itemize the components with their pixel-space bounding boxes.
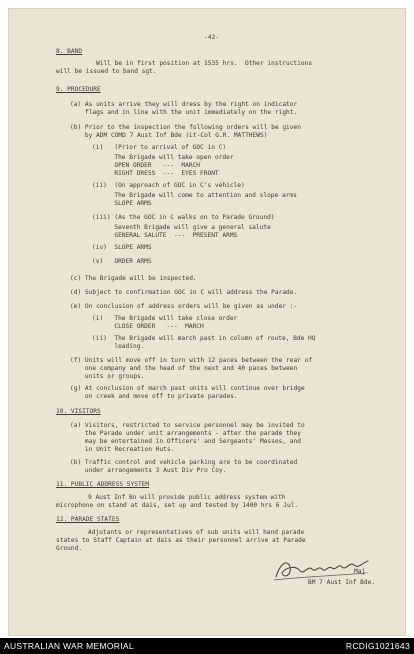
section-9-heading: 9. PROCEDURE — [56, 86, 101, 93]
s9-b-ii-line: SLOPE ARMS — [92, 200, 152, 207]
s9-b-i-line: (i) (Prior to arrival of GOC in C) — [92, 144, 227, 151]
s11-line: 9 Aust Inf Bn will provide public address system with — [88, 494, 286, 501]
s9-e-ii-line: (ii) The Brigade will march past in column of route, Bde HQ — [92, 335, 316, 342]
footer-record-id: RCDIG1021643 — [345, 641, 410, 651]
s9-e-line: (e) On conclusion of address orders will be given as under :- — [70, 303, 298, 310]
s9-f-line: units or groups. — [70, 373, 145, 380]
s10-a-line: (a) Visitors, restricted to service personnel may be invited to — [70, 422, 305, 429]
s9-g-line: (g) At conclusion of march past units will continue over bridge — [70, 385, 305, 392]
s10-b-line: (b) Traffic control and vehicle parking are to be coordinated — [70, 459, 298, 466]
s9-e-ii-line: leading. — [92, 343, 145, 350]
s9-f-line: (f) Units will move off in turn with 12 paces between the rear of — [70, 357, 313, 364]
section-8-line: will be issued to band sgt. — [56, 68, 157, 75]
s9-b-v-line: (v) ORDER ARMS — [92, 258, 152, 265]
s9-b-line: by ADM COMD 7 Aust Inf Bde (Lt-Col G.R. MATTHEWS) — [70, 132, 268, 139]
s9-b-ii-line: (ii) (On approach of GOC in C's vehicle) — [92, 182, 245, 189]
s9-b-iii-line: GENERAL SALUTE --- PRESENT ARMS — [92, 232, 238, 239]
s10-b-line: under arrangements 3 Aust Div Pro Coy. — [70, 467, 227, 474]
s9-b-i-line: The Brigade will take open order — [92, 154, 234, 161]
s11-line: microphone on stand at dais, set up and tested by 1400 hrs 6 Jul. — [56, 502, 299, 509]
s9-g-line: on creek and move off to private parades. — [70, 393, 238, 400]
s9-b-i-line: RIGHT DRESS --- EYES FRONT — [92, 170, 219, 177]
s9-a-line: flags and in line with the unit immediately on the right. — [70, 109, 298, 116]
s9-a-line: (a) As units arrive they will dress by the right on indicator — [70, 101, 298, 108]
signature-appointment: BM 7 Aust Inf Bde. — [308, 579, 376, 586]
section-11-heading: 11. PUBLIC ADDRESS SYSTEM — [56, 481, 150, 488]
s9-e-i-line: CLOSE ORDER --- MARCH — [92, 323, 204, 330]
document-page — [8, 8, 406, 636]
section-8-heading: 8. BAND — [56, 48, 83, 55]
footer-institution: AUSTRALIAN WAR MEMORIAL — [4, 641, 134, 651]
s12-line: Adjutants or representatives of sub units will hand parade — [88, 529, 305, 536]
page-number: -42- — [204, 34, 219, 41]
s9-e-i-line: (i) The Brigade will take close order — [92, 315, 238, 322]
s9-c-line: (c) The Brigade will be inspected. — [70, 275, 197, 282]
section-10-heading: 10. VISITORS — [56, 408, 101, 415]
s12-line: states to Staff Captain at dais as their personnel arrive at Parade — [56, 537, 306, 544]
s9-b-i-line: OPEN ORDER --- MARCH — [92, 162, 201, 169]
s9-f-line: one company and the head of the next and 40 paces between — [70, 365, 298, 372]
signature-rank: Maj. — [354, 568, 369, 575]
s9-b-iii-line: (iii) (As the GOC in C walks on to Parade Ground) — [92, 214, 275, 221]
section-12-heading: 12. PARADE STATES — [56, 516, 120, 523]
s10-a-line: the Parade under unit arrangements - after the parade they — [70, 430, 301, 437]
s9-b-iii-line: Seventh Brigade will give a general salute — [92, 224, 271, 231]
s9-b-ii-line: The Brigade will come to attention and slope arms — [92, 192, 297, 199]
s12-line: Ground. — [56, 545, 83, 552]
s10-a-line: may be entertained in Officers' and Sergeants' Messes, and — [70, 438, 301, 445]
section-8-line: Will be in first position at 1535 hrs. Other instructions — [96, 60, 313, 67]
s10-a-line: in Unit Recreation Huts. — [70, 446, 175, 453]
s9-d-line: (d) Subject to confirmation GOC in C will address the Parade. — [70, 289, 298, 296]
s9-b-iv-line: (iv) SLOPE ARMS — [92, 244, 152, 251]
s9-b-line: (b) Prior to the inspection the following orders will be given — [70, 124, 301, 131]
archive-footer — [0, 638, 414, 654]
